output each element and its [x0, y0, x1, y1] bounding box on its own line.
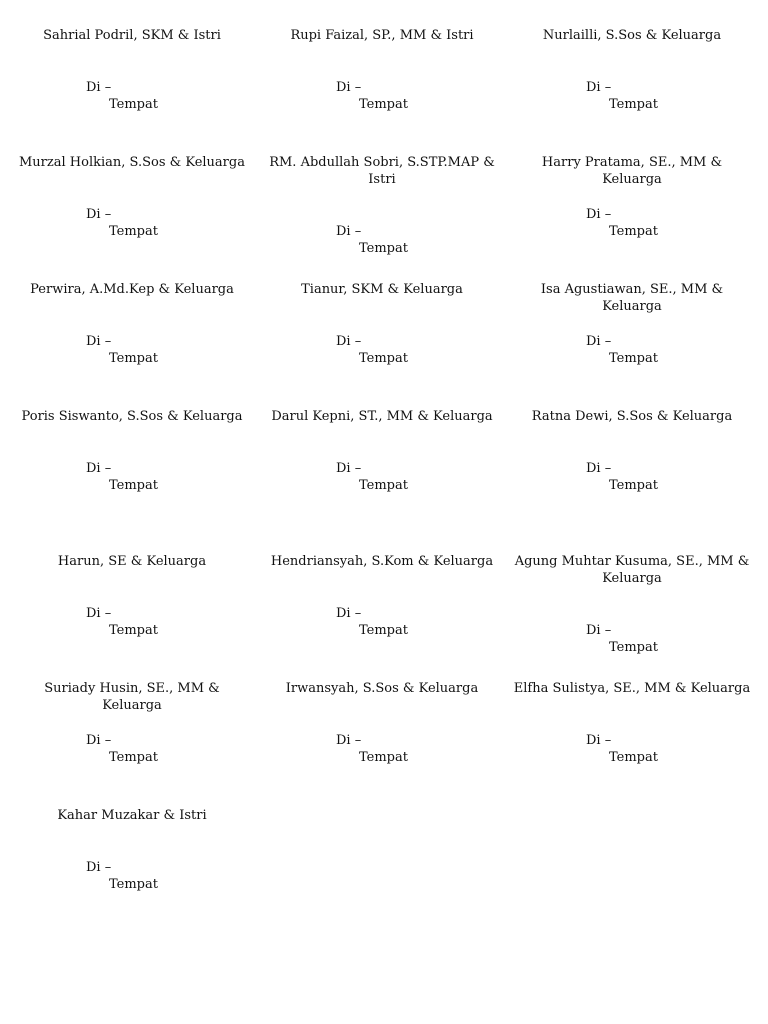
address-block: [336, 79, 408, 113]
recipient-name: Tianur, SKM & Keluarga: [301, 282, 463, 297]
recipient-name: Suriady Husin, SE., MM & Keluarga: [44, 681, 220, 713]
address-block: [586, 79, 658, 113]
address-tempat: Tempat: [609, 640, 658, 655]
address-label: [263, 381, 501, 501]
recipient-name: Kahar Muzakar & Istri: [57, 808, 207, 823]
address-label: [513, 127, 751, 247]
address-di: Di –: [336, 334, 362, 349]
address-tempat: Tempat: [109, 351, 158, 366]
address-label: [13, 254, 251, 374]
address-tempat: Tempat: [359, 351, 408, 366]
recipient-name: RM. Abdullah Sobri, S.STP.MAP & Istri: [269, 155, 495, 187]
address-label: [13, 653, 251, 773]
address-label: [13, 381, 251, 501]
address-tempat: Tempat: [359, 478, 408, 493]
address-di: Di –: [336, 80, 362, 95]
address-block: [586, 622, 658, 656]
address-label: [13, 127, 251, 247]
address-di: Di –: [86, 207, 112, 222]
address-tempat: Tempat: [609, 750, 658, 765]
recipient-name: Irwansyah, S.Sos & Keluarga: [285, 681, 479, 696]
address-block: [336, 460, 408, 494]
address-tempat: Tempat: [609, 97, 658, 112]
address-block: [586, 206, 658, 240]
address-di: Di –: [336, 606, 362, 621]
recipient-name: Rupi Faizal, SP., MM & Istri: [290, 28, 474, 43]
address-block: [86, 206, 158, 240]
address-label: [263, 0, 501, 120]
address-di: Di –: [86, 334, 112, 349]
address-di: Di –: [336, 733, 362, 748]
address-tempat: Tempat: [359, 241, 408, 256]
address-di: Di –: [336, 224, 362, 239]
address-block: [86, 79, 158, 113]
address-block: [86, 859, 158, 893]
address-di: Di –: [86, 860, 112, 875]
address-tempat: Tempat: [109, 877, 158, 892]
recipient-name: Elfha Sulistya, SE., MM & Keluarga: [513, 681, 751, 696]
address-block: [586, 460, 658, 494]
address-block: [586, 333, 658, 367]
address-block: [86, 333, 158, 367]
recipient-name: Agung Muhtar Kusuma, SE., MM & Keluarga: [514, 554, 750, 586]
address-tempat: Tempat: [359, 623, 408, 638]
address-tempat: Tempat: [109, 224, 158, 239]
recipient-name: Murzal Holkian, S.Sos & Keluarga: [19, 155, 245, 170]
address-block: [86, 732, 158, 766]
recipient-name: Hendriansyah, S.Kom & Keluarga: [270, 554, 494, 569]
address-label: [263, 254, 501, 374]
address-block: [336, 223, 408, 257]
address-label: [513, 381, 751, 501]
address-di: Di –: [86, 461, 112, 476]
address-di: Di –: [586, 733, 612, 748]
address-di: Di –: [586, 80, 612, 95]
recipient-name: Isa Agustiawan, SE., MM & Keluarga: [540, 282, 724, 314]
recipient-name: Harry Pratama, SE., MM & Keluarga: [541, 155, 723, 187]
recipient-name: Sahrial Podril, SKM & Istri: [43, 28, 221, 43]
address-di: Di –: [336, 461, 362, 476]
address-label: [13, 526, 251, 646]
address-block: [336, 732, 408, 766]
address-block: [336, 333, 408, 367]
address-label: [513, 0, 751, 120]
address-tempat: Tempat: [359, 97, 408, 112]
address-label: [513, 653, 751, 773]
address-di: Di –: [586, 623, 612, 638]
address-tempat: Tempat: [109, 623, 158, 638]
address-label: [263, 526, 501, 646]
address-tempat: Tempat: [609, 478, 658, 493]
address-block: [86, 605, 158, 639]
address-label: [13, 780, 251, 900]
recipient-name: Perwira, A.Md.Kep & Keluarga: [30, 282, 234, 297]
address-label: [263, 653, 501, 773]
recipient-name: Poris Siswanto, S.Sos & Keluarga: [21, 409, 243, 424]
address-di: Di –: [86, 606, 112, 621]
recipient-name: Darul Kepni, ST., MM & Keluarga: [271, 409, 493, 424]
address-label: [513, 526, 751, 655]
address-tempat: Tempat: [109, 750, 158, 765]
recipient-name: Nurlailli, S.Sos & Keluarga: [542, 28, 722, 43]
address-tempat: Tempat: [609, 224, 658, 239]
address-block: [86, 460, 158, 494]
address-label: [513, 254, 751, 374]
address-tempat: Tempat: [609, 351, 658, 366]
address-label: [263, 127, 501, 256]
address-di: Di –: [86, 80, 112, 95]
address-tempat: Tempat: [109, 478, 158, 493]
address-di: Di –: [86, 733, 112, 748]
recipient-name: Ratna Dewi, S.Sos & Keluarga: [531, 409, 733, 424]
address-block: [586, 732, 658, 766]
recipient-name: Harun, SE & Keluarga: [57, 554, 207, 569]
address-di: Di –: [586, 207, 612, 222]
address-di: Di –: [586, 334, 612, 349]
address-block: [336, 605, 408, 639]
address-tempat: Tempat: [109, 97, 158, 112]
address-label: [13, 0, 251, 120]
address-tempat: Tempat: [359, 750, 408, 765]
address-di: Di –: [586, 461, 612, 476]
